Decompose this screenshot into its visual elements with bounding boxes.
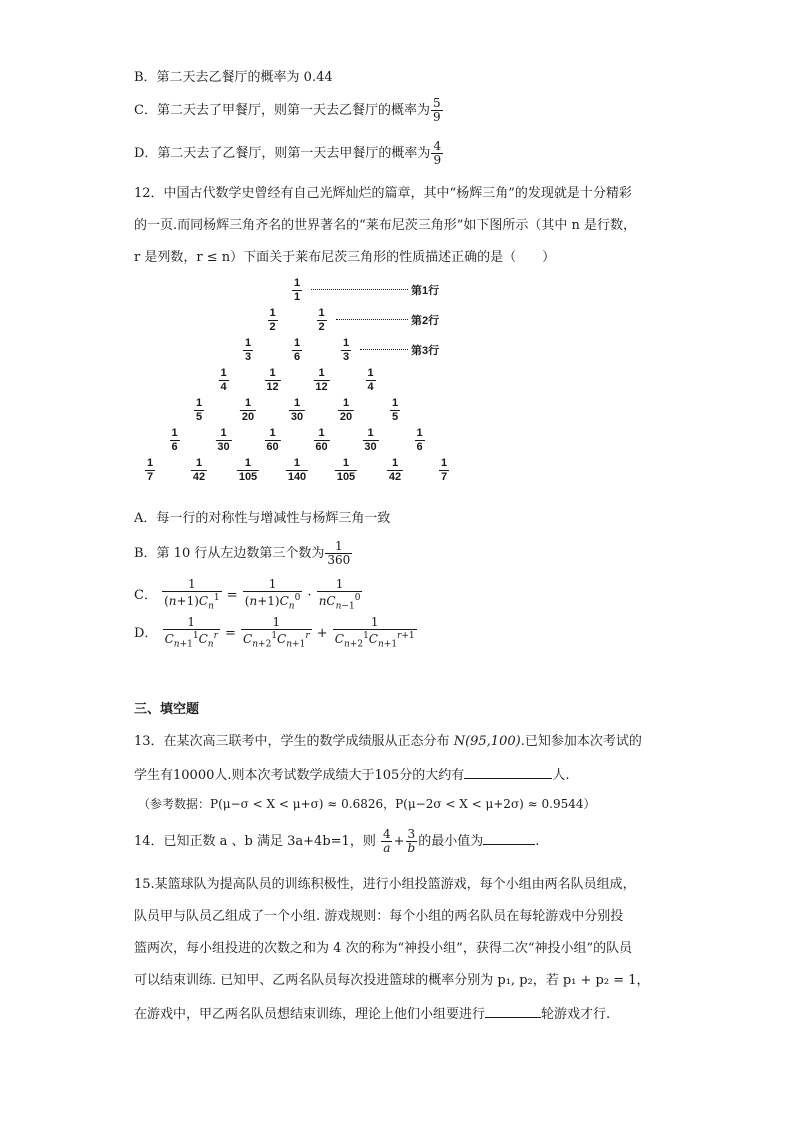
triangle-denominator: 2 (318, 321, 325, 333)
triangle-numerator: 1 (269, 307, 276, 319)
triangle-entry (145, 457, 155, 484)
triangle-denominator: 105 (336, 471, 356, 483)
fraction: $\frac{4}{9}$ (433, 139, 442, 167)
q12-option-a: A．每一行的对称性与增减性与杨辉三角一致 (134, 511, 391, 526)
triangle-numerator: 1 (293, 397, 301, 409)
triangle-denominator: 7 (146, 471, 154, 483)
row-label: 第2行 (411, 315, 440, 327)
section-heading: 三、填空题 (134, 702, 200, 717)
triangle-entry (267, 307, 277, 334)
q15-line2: 队员甲与队员乙组成了一个小组. 游戏规则：每个小组的两名队员在每轮游戏中分别投 (134, 909, 624, 924)
q12-stem-line2: 的一页.而同杨辉三角齐名的世界著名的“莱布尼茨三角形”如下图所示（其中 n 是行数， (134, 218, 637, 233)
q15-line3: 篮两次，每小组投进的次数之和为 4 次的称为“神投小组”，获得二次“神投小组”的队员 (134, 941, 633, 956)
q13-reference-data: （参考数据：P(μ−σ < X < μ+σ) ≈ 0.6826，P(μ−2σ < X < μ+2σ) ≈ 0.9544） (138, 797, 596, 811)
answer-blank[interactable] (485, 1005, 541, 1018)
triangle-numerator: 1 (244, 457, 252, 469)
triangle-entry (289, 397, 305, 424)
triangle-denominator: 12 (266, 381, 279, 393)
triangle-numerator: 1 (367, 427, 374, 439)
triangle-numerator: 1 (269, 367, 276, 379)
formula-fraction: $\frac{1}{(n+1)C_n^1}$ (164, 577, 220, 612)
triangle-entry (390, 397, 400, 424)
triangle-entry (313, 427, 329, 454)
triangle-numerator: 1 (293, 337, 301, 349)
triangle-denominator: 6 (293, 351, 301, 363)
triangle-numerator: 1 (244, 397, 252, 409)
q11-option-c: C．第二天去了甲餐厅，则第一天去乙餐厅的概率为 $\frac{5}{9}$ (134, 96, 441, 124)
triangle-numerator: 1 (220, 367, 227, 379)
triangle-denominator: 105 (238, 471, 258, 483)
triangle-numerator: 1 (220, 427, 227, 439)
q14-line: 14．已知正数 a 、b 满足 3a+4b=1，则 $\frac{4}{a}$ + $\frac{3}{b}$ 的最小值为 . (134, 827, 540, 855)
fraction: $\frac{4}{a}$ (382, 827, 391, 855)
q12-option-c: C． $\frac{1}{(n+1)C_n^1}$ = $\frac{1}{(n+1)C_n^0}$ · $\frac{1}{nC_{n-1}^0}$ (134, 577, 361, 612)
triangle-numerator: 1 (293, 277, 301, 289)
row-label-leader (311, 289, 408, 290)
triangle-numerator: 1 (440, 457, 448, 469)
triangle-entry (169, 427, 179, 454)
q13-line2: 学生有10000人.则本次考试数学成绩大于105分的大约有 人. (134, 768, 570, 783)
triangle-denominator: 30 (217, 441, 230, 453)
triangle-denominator: 6 (416, 441, 423, 453)
triangle-numerator: 1 (318, 427, 325, 439)
triangle-entry (191, 457, 207, 484)
triangle-entry (414, 427, 424, 454)
triangle-denominator: 20 (241, 411, 255, 423)
formula-fraction: $\frac{1}{nC_{n-1}^0}$ (318, 577, 361, 612)
row-label: 第1行 (411, 285, 440, 297)
triangle-numerator: 1 (195, 457, 203, 469)
triangle-denominator: 30 (290, 411, 304, 423)
row-label-leader (360, 349, 408, 350)
triangle-entry (387, 457, 403, 484)
answer-blank[interactable] (483, 832, 535, 845)
triangle-numerator: 1 (416, 427, 423, 439)
formula-fraction: $\frac{1}{C_{n+2}^1C_{n+1}^r}$ (243, 615, 310, 650)
triangle-entry (218, 367, 228, 394)
triangle-entry (292, 277, 302, 304)
formula-fraction: $\frac{1}{C_{n+1}^1C_n^r}$ (164, 615, 218, 650)
triangle-numerator: 1 (391, 397, 399, 409)
triangle-denominator: 42 (388, 471, 402, 483)
triangle-numerator: 1 (318, 367, 325, 379)
triangle-entry (365, 367, 375, 394)
triangle-numerator: 1 (195, 397, 203, 409)
triangle-denominator: 4 (220, 381, 227, 393)
triangle-numerator: 1 (146, 457, 154, 469)
triangle-numerator: 1 (318, 307, 325, 319)
triangle-entry (335, 457, 357, 484)
triangle-entry (313, 367, 329, 394)
triangle-entry (292, 337, 302, 364)
q12-stem-line1: 12．中国古代数学史曾经有自己光辉灿烂的篇章，其中“杨辉三角”的发现就是十分精彩 (134, 186, 632, 201)
triangle-denominator: 5 (391, 411, 399, 423)
leibniz-triangle-figure (120, 275, 480, 497)
triangle-entry (439, 457, 449, 484)
triangle-denominator: 30 (364, 441, 377, 453)
formula-fraction: $\frac{1}{C_{n+2}^1C_{n+1}^{r+1}}$ (334, 615, 415, 650)
triangle-numerator: 1 (342, 397, 350, 409)
triangle-entry (194, 397, 204, 424)
triangle-denominator: 4 (367, 381, 374, 393)
triangle-numerator: 1 (342, 457, 350, 469)
q12-option-d: D． $\frac{1}{C_{n+1}^1C_n^r}$ = $\frac{1}{C_{n+2}^1C_{n+1}^r}$ + $\frac{1}{C_{n+2}^1C_{n+1}^{r+1}}$ (134, 615, 415, 650)
fraction: $\frac{5}{9}$ (432, 96, 441, 124)
triangle-entry (341, 337, 351, 364)
row-label: 第3行 (411, 345, 440, 357)
triangle-entry (240, 397, 256, 424)
triangle-denominator: 5 (195, 411, 203, 423)
triangle-denominator: 1 (293, 291, 301, 303)
q15-line4: 可以结束训练. 已知甲、乙两名队员每次投进篮球的概率分别为 p₁, p₂，若 p₁ + p₂ = 1， (134, 973, 650, 988)
triangle-denominator: 3 (244, 351, 252, 363)
triangle-denominator: 60 (315, 441, 328, 453)
triangle-numerator: 1 (171, 427, 178, 439)
triangle-entry (316, 307, 326, 334)
q13-line1: 13．在某次高三联考中，学生的数学成绩服从正态分布 N(95,100).已知参加本次考试的 (134, 734, 642, 749)
triangle-entry (215, 427, 231, 454)
triangle-denominator: 60 (266, 441, 279, 453)
q15-line5: 在游戏中，甲乙两名队员想结束训练，理论上他们小组要进行 轮游戏才行. (134, 1007, 611, 1022)
answer-blank[interactable] (464, 766, 552, 779)
triangle-denominator: 12 (315, 381, 328, 393)
q11-option-b: B．第二天去乙餐厅的概率为 0.44 (134, 70, 333, 85)
triangle-numerator: 1 (293, 457, 301, 469)
triangle-entry (286, 457, 308, 484)
triangle-numerator: 1 (391, 457, 399, 469)
triangle-numerator: 1 (244, 337, 252, 349)
triangle-numerator: 1 (367, 367, 374, 379)
triangle-denominator: 3 (342, 351, 350, 363)
triangle-entry (362, 427, 378, 454)
triangle-numerator: 1 (269, 427, 276, 439)
q12-stem-line3: r 是列数，r ≤ n）下面关于莱布尼茨三角形的性质描述正确的是（ ） (134, 250, 556, 265)
triangle-numerator: 1 (342, 337, 350, 349)
triangle-denominator: 2 (269, 321, 276, 333)
triangle-denominator: 140 (287, 471, 307, 483)
triangle-denominator: 20 (339, 411, 353, 423)
q12-option-b: B．第 10 行从左边数第三个数为 $\frac{1}{360}$ (134, 539, 351, 567)
fraction: $\frac{1}{360}$ (327, 539, 351, 567)
formula-fraction: $\frac{1}{(n+1)C_n^0}$ (244, 577, 301, 612)
fraction: $\frac{3}{b}$ (407, 827, 416, 855)
q11-option-d: D．第二天去了乙餐厅，则第一天去甲餐厅的概率为 $\frac{4}{9}$ (134, 139, 442, 167)
row-label-leader (336, 319, 409, 320)
triangle-denominator: 6 (171, 441, 178, 453)
triangle-denominator: 7 (440, 471, 448, 483)
triangle-entry (237, 457, 259, 484)
triangle-entry (338, 397, 354, 424)
triangle-denominator: 42 (192, 471, 206, 483)
triangle-entry (264, 367, 280, 394)
q15-line1: 15.某篮球队为提高队员的训练积极性，进行小组投篮游戏，每个小组由两名队员组成， (134, 877, 636, 892)
triangle-entry (243, 337, 253, 364)
triangle-entry (264, 427, 280, 454)
